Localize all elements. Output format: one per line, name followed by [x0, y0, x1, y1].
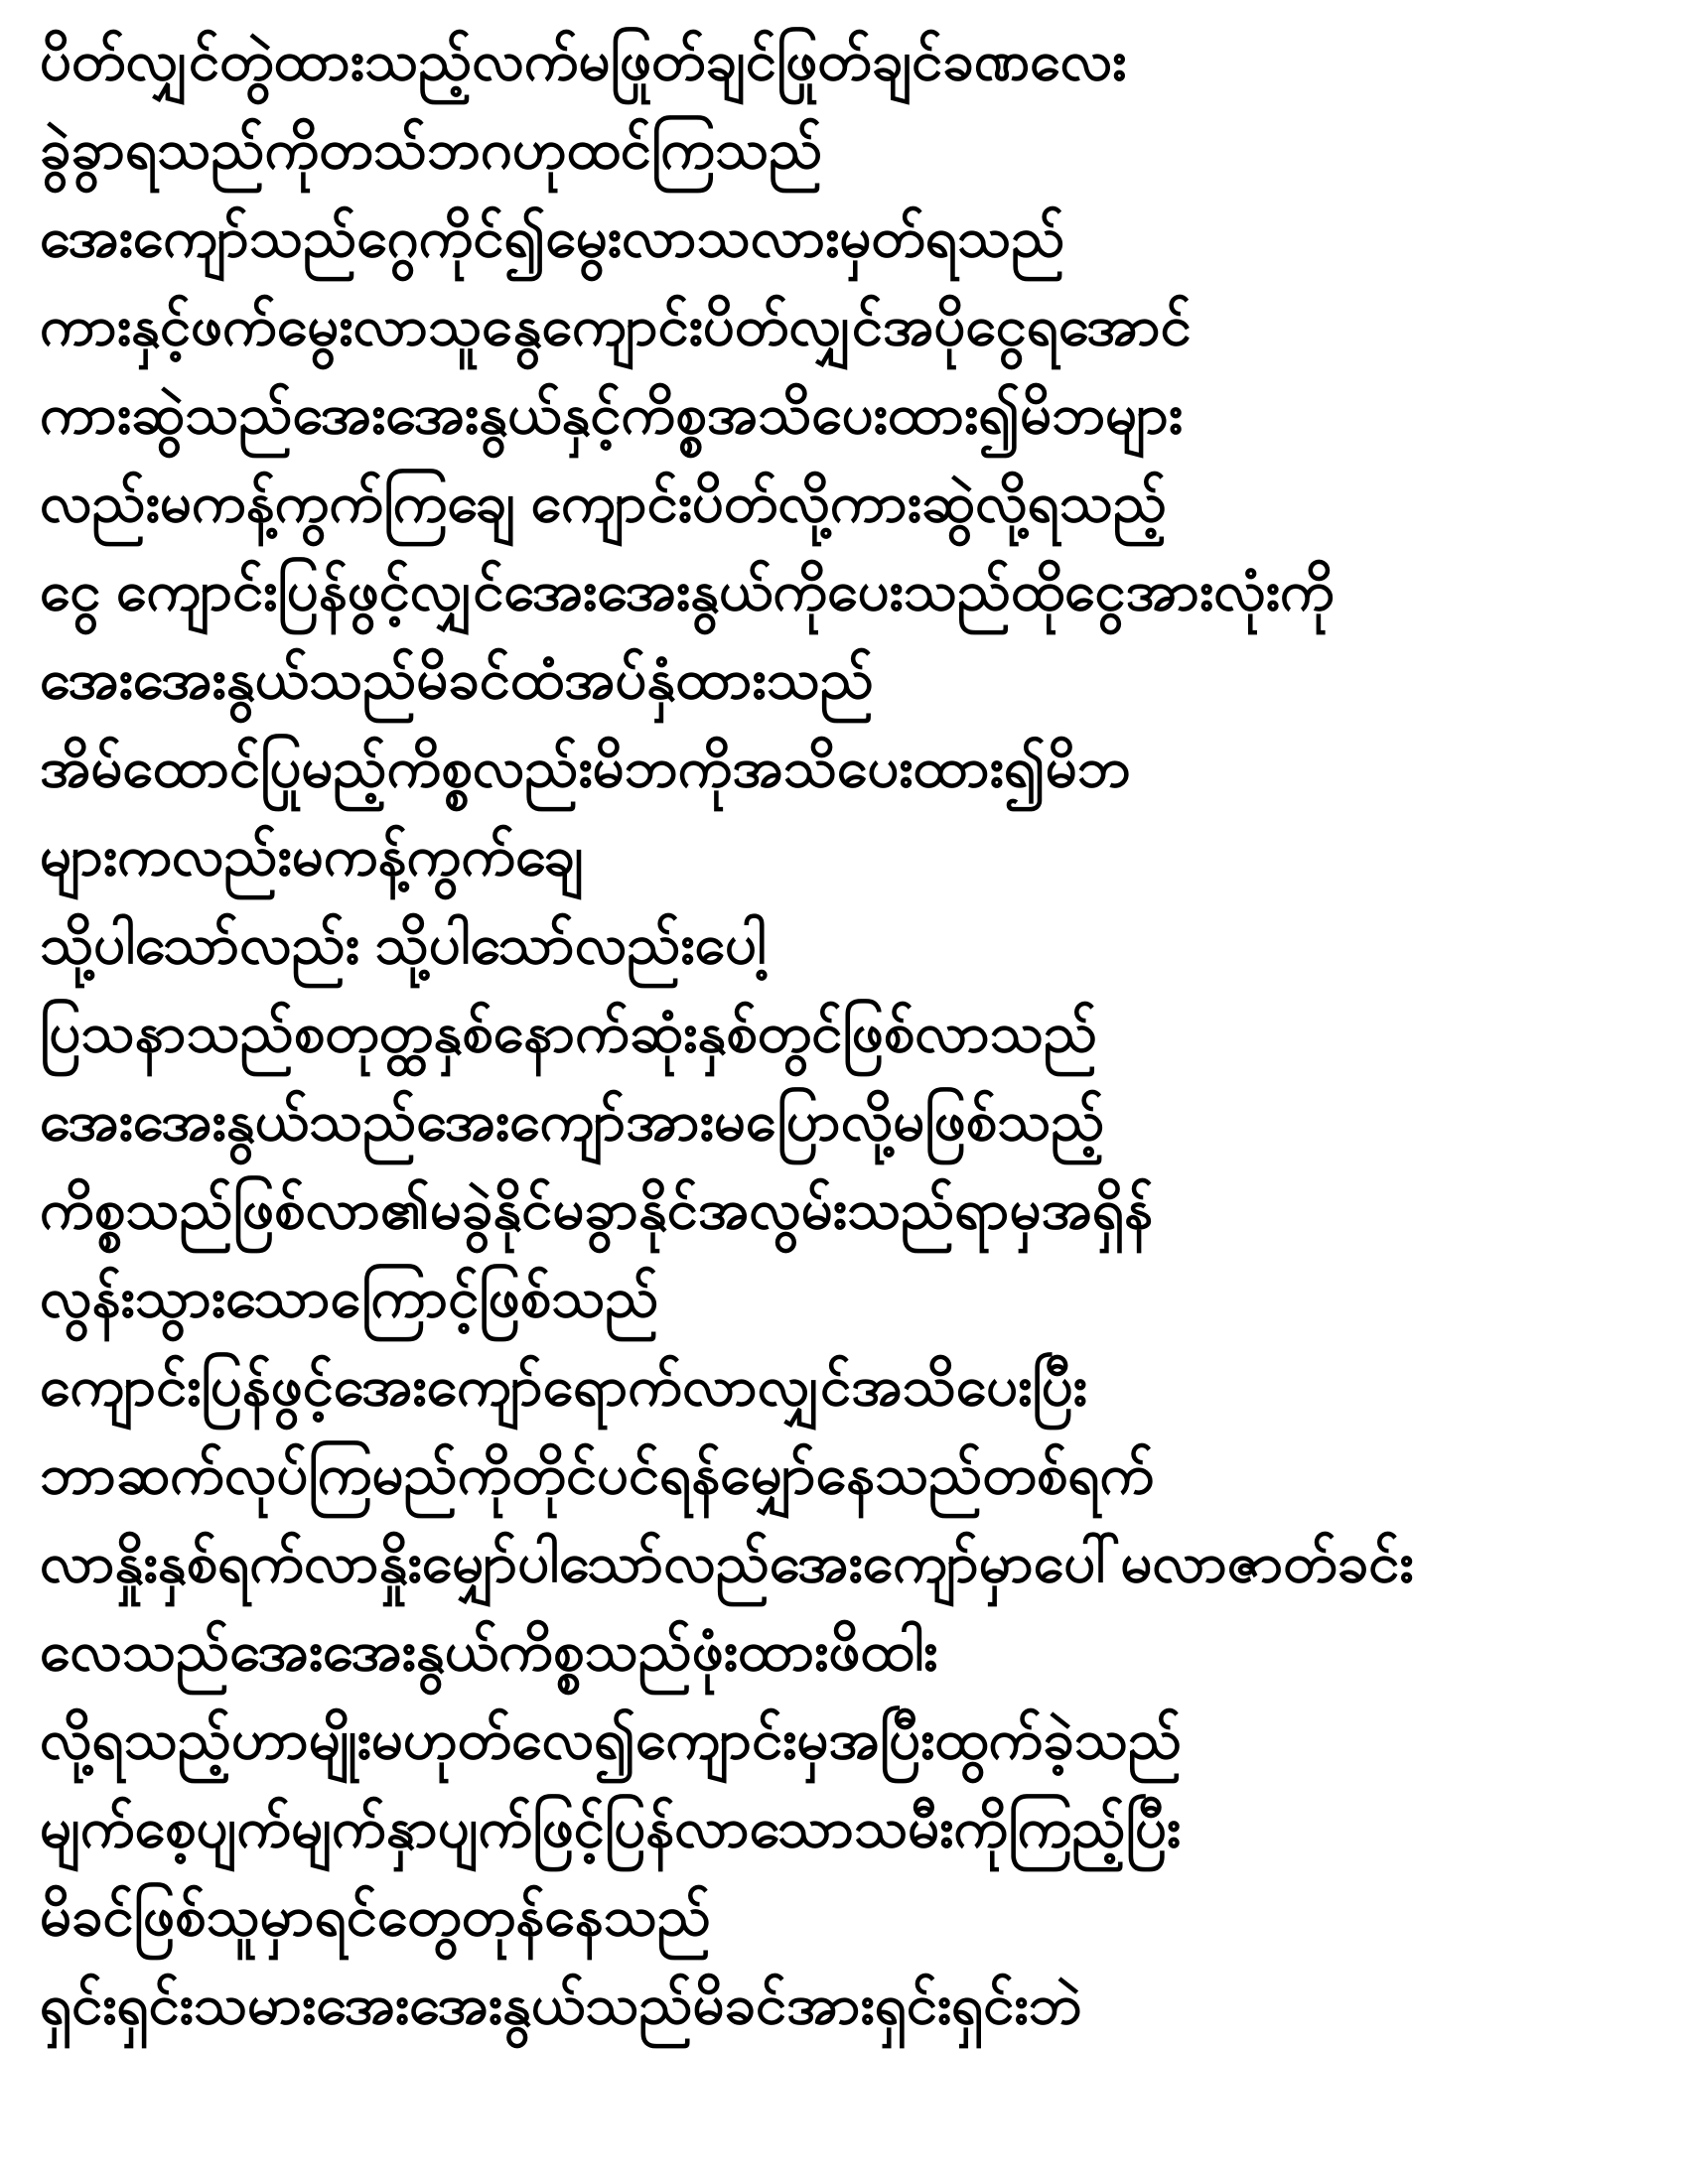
text-line: လေသည်အေးအေးနွယ်ကိစ္စသည်ဖုံးထားဖိထါး [40, 1619, 938, 1682]
text-line: အေးကျော်သည်ဂွေကိုင်၍မွေးလာသလားမှတ်ရသည် [40, 205, 1065, 268]
text-line: လာနှိုးနှစ်ရက်လာနှိုးမျှော်ပါသော်လည်အေးကျော်မှာပေါ်မလာဇာတ်ခင်း [40, 1531, 1414, 1593]
text-line: လို့ရသည့်ဟာမျိုးမဟုတ်လေ၍ကျောင်းမှအပြီးထွက်ခဲ့သည် [40, 1707, 1183, 1770]
text-line: များကလည်းမကန့်ကွက်ချေ [40, 824, 584, 887]
text-line: အေးအေးနွယ်သည်အေးကျော်အားမပြောလို့မဖြစ်သည့် [40, 1089, 1105, 1152]
text-line: မိခင်ဖြစ်သူမှာရင်တွေတုန်နေသည် [40, 1884, 711, 1947]
text-line: ဘာဆက်လုပ်ကြမည်ကိုတိုင်ပင်ရန်မျှော်နေသည်တစ်ရက် [40, 1442, 1155, 1505]
text-line: ခွဲခွာရသည်ကိုတသ်ဘဂဟုထင်ကြသည် [40, 117, 823, 180]
text-line: မျက်စေ့ပျက်မျက်နှာပျက်ဖြင့်ပြန်လာသောသမီးကိုကြည့်ပြီး [40, 1796, 1182, 1858]
text-line: ပြသနာသည်စတုတ္ထနှစ်နောက်ဆုံးနှစ်တွင်ဖြစ်လာသည် [40, 1001, 1098, 1063]
text-line: ရှင်းရှင်းသမားအေးအေးနွယ်သည်မိခင်အားရှင်းရှင်းဘဲ [40, 1973, 1082, 2035]
text-line: ငွေ ကျောင်းပြန်ဖွင့်လျှင်အေးအေးနွယ်ကိုပေးသည်ထိုငွေအားလုံးကို [40, 559, 1335, 621]
text-line: လည်းမကန့်ကွက်ကြချေ ကျောင်းပိတ်လို့ကားဆွဲလို့ရသည့် [40, 471, 1168, 533]
text-line: အိမ်ထောင်ပြုမည့်ကိစ္စလည်းမိဘကိုအသိပေးထား၍မိဘ [40, 736, 1131, 798]
text-line: သို့ပါသော်လည်း သို့ပါသော်လည်းပေါ့ [40, 912, 767, 975]
burmese-text-block [40, 16, 1658, 2048]
text-line: ကိစ္စသည်ဖြစ်လာ၏မခွဲနိုင်မခွာနိုင်အလွမ်းသည်ရာမှအရှိန် [40, 1177, 1153, 1240]
text-line: အေးအေးနွယ်သည်မိခင်ထံအပ်နှံထားသည် [40, 647, 874, 710]
text-line: ကားဆွဲသည်အေးအေးနွယ်နှင့်ကိစ္စအသိပေးထား၍မိဘများ [40, 382, 1184, 445]
text-line: လွန်းသွားသောကြောင့်ဖြစ်သည် [40, 1266, 659, 1328]
text-line: ကျောင်းပြန်ဖွင့်အေးကျော်ရောက်လာလျှင်အသိပေးပြီး [40, 1354, 1087, 1417]
text-line: ပိတ်လျှင်တွဲထားသည့်လက်မဖြုတ်ချင်ဖြုတ်ချင်ခဏလေး [40, 29, 1127, 91]
text-line: ကားနှင့်ဖက်မွေးလာသူနွေကျောင်းပိတ်လျှင်အပိုငွေရအောင် [40, 294, 1192, 356]
